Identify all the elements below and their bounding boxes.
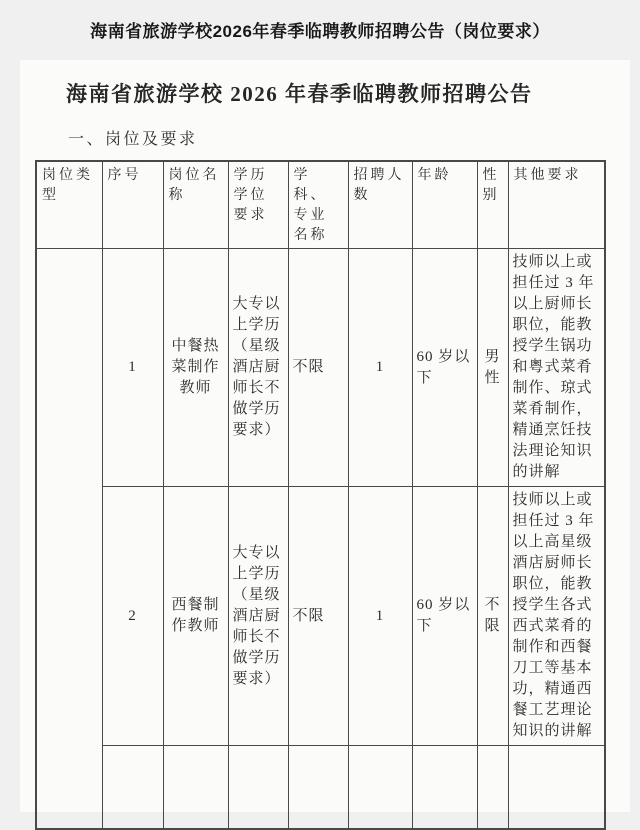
- cell-r3-age: [412, 746, 477, 829]
- document-title: 海南省旅游学校 2026 年春季临聘教师招聘公告: [66, 82, 533, 106]
- cell-r1-other: 技师以上或担任过 3 年以上厨师长职位，能教授学生锅功和粤式菜肴制作、琼式菜肴制作，精通烹饪技法理论知识的讲解: [508, 249, 605, 487]
- cell-r1-count: 1: [348, 249, 412, 487]
- cell-r3-education: [228, 746, 288, 829]
- cell-r3-gender: [477, 746, 508, 829]
- col-header-education: 学历学位要求: [228, 161, 288, 249]
- section-heading: 一、岗位及要求: [68, 131, 198, 148]
- col-header-post-type: 岗位类型: [36, 161, 102, 249]
- col-header-gender: 性别: [477, 161, 508, 249]
- cell-r2-education: 大专以上学历（星级酒店厨师长不做学历要求）: [228, 487, 288, 746]
- cell-post-type-merged: [36, 249, 102, 829]
- col-header-count: 招聘人数: [348, 161, 412, 249]
- table-row-empty: [36, 746, 605, 829]
- cell-r1-post-name: 中餐热菜制作教师: [163, 249, 228, 487]
- col-header-major: 学科、专业名称: [288, 161, 348, 249]
- cell-r3-other: [508, 746, 605, 829]
- cell-r2-gender: 不限: [477, 487, 508, 746]
- cell-r2-other: 技师以上或担任过 3 年以上高星级酒店厨师长职位，能教授学生各式西式菜肴的制作和西餐刀工等基本功，精通西餐工艺理论知识的讲解: [508, 487, 605, 746]
- cell-r3-count: [348, 746, 412, 829]
- cell-r1-age: 60 岁以下: [412, 249, 477, 487]
- cell-r1-serial: 1: [102, 249, 163, 487]
- cell-r3-post-name: [163, 746, 228, 829]
- cell-r2-post-name: 西餐制作教师: [163, 487, 228, 746]
- cell-r3-major: [288, 746, 348, 829]
- cell-r3-serial: [102, 746, 163, 829]
- table-row: [36, 249, 605, 487]
- cell-r2-count: 1: [348, 487, 412, 746]
- cell-r1-major: 不限: [288, 249, 348, 487]
- table-header-row: [36, 161, 605, 249]
- col-header-serial: 序号: [102, 161, 163, 249]
- col-header-age: 年龄: [412, 161, 477, 249]
- col-header-post-name: 岗位名称: [163, 161, 228, 249]
- cell-r2-age: 60 岁以下: [412, 487, 477, 746]
- requirements-table: [35, 160, 606, 830]
- cell-r2-serial: 2: [102, 487, 163, 746]
- cell-r1-education: 大专以上学历（星级酒店厨师长不做学历要求）: [228, 249, 288, 487]
- table-row: [36, 487, 605, 746]
- cell-r2-major: 不限: [288, 487, 348, 746]
- page-title: 海南省旅游学校2026年春季临聘教师招聘公告（岗位要求）: [90, 21, 550, 41]
- col-header-other: 其他要求: [508, 161, 605, 249]
- cell-r1-gender: 男性: [477, 249, 508, 487]
- page-header: [0, 0, 640, 58]
- document-page: [20, 60, 630, 812]
